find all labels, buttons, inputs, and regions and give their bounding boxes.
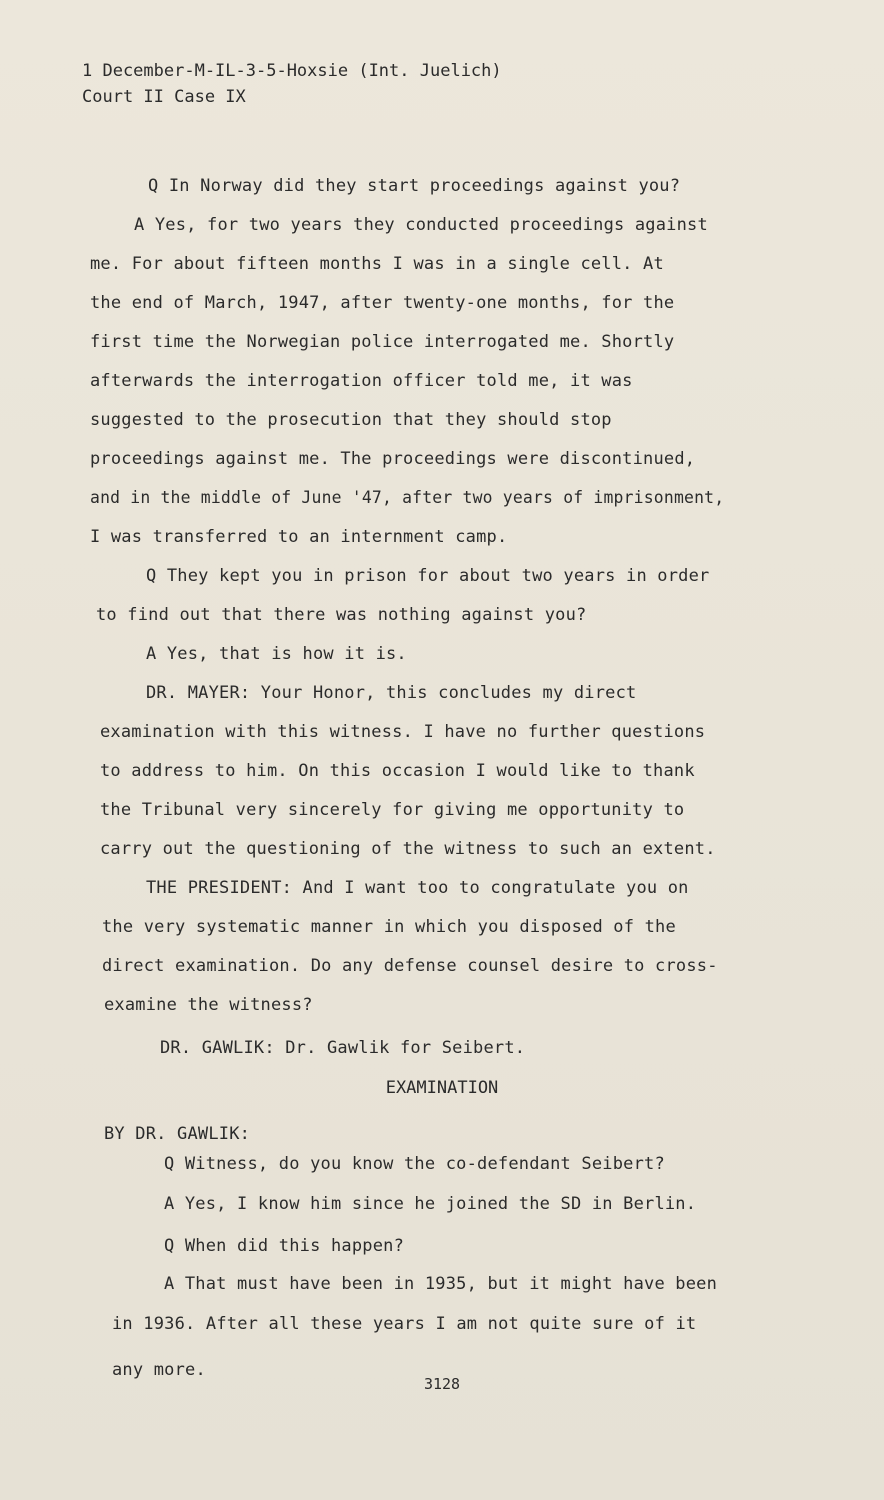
text-line: in 1936. After all these years I am not quite sure of it (112, 1314, 697, 1334)
document-header (82, 58, 502, 110)
text-line: first time the Norwegian police interrogated me. Shortly (90, 332, 675, 352)
text-line: any more. (112, 1360, 206, 1380)
text-line: proceedings against me. The proceedings were discontinued, (90, 449, 696, 469)
text-line: the end of March, 1947, after twenty-one months, for the (90, 293, 675, 313)
text-line: and in the middle of June '47, after two years of imprisonment, (90, 488, 725, 507)
text-line: Q Witness, do you know the co-defendant Seibert? (164, 1154, 665, 1174)
text-line: the very systematic manner in which you disposed of the (102, 917, 676, 937)
text-line: examination with this witness. I have no further questions (100, 722, 706, 742)
text-line: A Yes, that is how it is. (146, 644, 407, 664)
text-line: Q When did this happen? (164, 1236, 405, 1256)
text-line: Q They kept you in prison for about two years in order (146, 566, 710, 586)
text-line: A Yes, for two years they conducted proceedings against (134, 215, 708, 235)
text-line: DR. GAWLIK: Dr. Gawlik for Seibert. (160, 1038, 526, 1058)
text-line: carry out the questioning of the witness to such an extent. (100, 839, 716, 859)
section-heading: EXAMINATION (385, 1078, 499, 1098)
text-line: DR. MAYER: Your Honor, this concludes my direct (146, 683, 637, 703)
text-line: I was transferred to an internment camp. (90, 527, 508, 547)
text-line: to address to him. On this occasion I would like to thank (100, 761, 695, 781)
header-line-2: Court II Case IX (82, 87, 246, 107)
text-line: A Yes, I know him since he joined the SD in Berlin. (164, 1194, 697, 1214)
page-number: 3128 (423, 1375, 461, 1393)
text-line: direct examination. Do any defense counsel desire to cross- (102, 956, 718, 976)
text-line: Q In Norway did they start proceedings against you? (148, 176, 681, 196)
header-line-1: 1 December-M-IL-3-5-Hoxsie (Int. Juelich) (82, 61, 502, 81)
text-line: THE PRESIDENT: And I want too to congratulate you on (146, 878, 689, 898)
text-line: afterwards the interrogation officer told me, it was (90, 371, 633, 391)
text-line: me. For about fifteen months I was in a single cell. At (90, 254, 664, 274)
text-line: the Tribunal very sincerely for giving me opportunity to (100, 800, 685, 820)
text-line: BY DR. GAWLIK: (104, 1124, 251, 1144)
text-line: A That must have been in 1935, but it might have been (164, 1274, 718, 1294)
text-line: examine the witness? (104, 995, 313, 1015)
text-line: to find out that there was nothing against you? (96, 605, 587, 625)
text-line: suggested to the prosecution that they should stop (90, 410, 612, 430)
